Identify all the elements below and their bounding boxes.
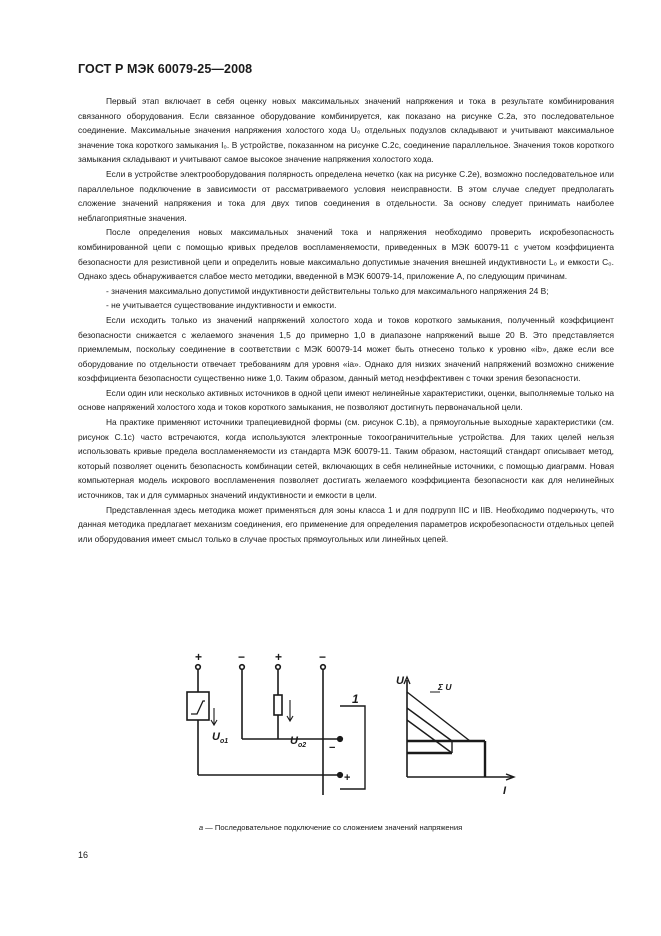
plus-sign: + (275, 650, 283, 664)
circuit-figure (170, 650, 530, 800)
document-header: ГОСТ Р МЭК 60079-25—2008 (78, 62, 253, 76)
list-item: - не учитывается существование индуктивности и емкости. (106, 300, 337, 311)
axis-i-label: I (503, 785, 507, 797)
paragraph: Первый этап включает в себя оценку новых максимальных значений напряжения и тока в результате комбинирования связанного оборудования. Если связанное оборудование комбинируется, как показано на рисунке С.2а, это последовательное соединение. Максимальные значения напряжения холостого хода U₀ отдельных подузлов складывают и учитывают максимальное значение тока короткого замыкания I₀. В устройстве, показанном на рисунке С.2с, соединение параллельное. Значения токов короткого замыкания складывают и учитывают самое высокое значение напряжения холостого хода. (78, 96, 614, 165)
terminal-plus-2 (276, 665, 281, 670)
paragraph: На практике применяют источники трапециевидной формы (см. рисунок С.1b), а прямоугольные выходные характеристики (см. рисунок С.1с) часто встречаются, когда используются электронные токоограничительные устройства. Для таких целей нельзя использовать кривые предела воспламеняемости из стандарта МЭК 60079-11. Таким образом, настоящий стандарт описывает метод, который позволяет оценить безопасность комбинации сетей, включающих в себя нелинейные источники, с помощью диаграмм. Новая компьютерная модель искрового воспламенения позволяет достигать желаемого коэффициента безопасности как для нелинейных источников, так и для суммарных значений индуктивности и емкости в цели. (78, 417, 614, 501)
body-text (78, 94, 614, 546)
axis-u-label: U (396, 675, 404, 687)
list-item: - значения максимально допустимой индуктивности действительны только для максимального напряжения 24 В; (106, 285, 549, 296)
paragraph: Если один или несколько активных источников в одной цепи имеют нелинейные характеристики, оценки, выполняемые только на основе напряжений холостого хода и токов короткого замыкания, не позволяют достигнуть первоначальной цели. (78, 387, 614, 413)
voltage-label-2: $U_{o2}$ (290, 735, 307, 749)
block-number: 1 (352, 692, 359, 706)
plus-sign: + (344, 772, 351, 784)
minus-sign: − (238, 650, 246, 664)
page-number: 16 (78, 850, 89, 860)
plus-sign: + (195, 650, 203, 664)
resistor (274, 695, 282, 715)
minus-sign: − (329, 742, 336, 754)
terminal-plus-1 (196, 665, 201, 670)
paragraph: Если в устройстве электрооборудования полярность определена нечетко (как на рисунке С.2е), возможно последовательное или параллельное подключение в зависимости от рассматриваемого условия неисправности. В этом случае следует предполагать сложение значений напряжения и тока для двух типов соединения в отдельности. За основу следует принимать наиболее неблагоприятные значения. (78, 168, 614, 223)
terminal-minus-2 (321, 665, 326, 670)
caption-letter: а (198, 823, 204, 832)
circuit-diagram (170, 650, 530, 800)
paragraph: Представленная здесь методика может применяться для зоны класса 1 и для подгрупп IIC и IIB. Необходимо подчеркнуть, что данная методика предлагает механизм соединения, его применение для определения параметров искробезопасности отдельных цепей или оборудования имеет смысл только в случае простых прямоугольных или линейных цепей. (78, 504, 614, 544)
wiring (187, 665, 514, 795)
paragraph: После определения новых максимальных значений тока и напряжения необходимо проверить искробезопасность комбинированной цепи с помощью кривых пределов воспламеняемости, приведенных в МЭК 60079-11 с учетом коэффициента безопасности для резистивной цепи и определить новые максимально допустимые значения внешней индуктивности L₀ и емкости C₀. Однако здесь обнаруживается слабое место методики, введенной в МЭК 60079-14, приложение А, по следующим причинам. (78, 227, 614, 282)
voltage-label-1: $U_{o1}$ (212, 731, 229, 745)
minus-sign: − (319, 650, 327, 664)
figure-caption (0, 823, 661, 832)
paragraph: Если исходить только из значений напряжений холостого хода и токов короткого замыкания, полученный коэффициент безопасности снижается с желаемого значения 1,5 до примерно 1,0 в диапазоне напряжений выше 20 В. Это представляется приемлемым, поскольку соединение в соответствии с МЭК 60079-14 может быть отнесено только к уровню «ib», даже если все оборудование по отдельности отвечает требованиям для уровня «ia». Однако для низких значений напряжений возможно снижение коэффициента безопасности существенно ниже 1,0. Таким образом, данный метод неэффективен с точки зрения безопасности. (78, 314, 614, 384)
trapezoid-source-box (187, 692, 209, 720)
curve-label: Σ U (438, 682, 452, 692)
terminal-minus-1 (240, 665, 245, 670)
caption-text: — Последовательное подключение со сложением значений напряжения (203, 823, 463, 832)
